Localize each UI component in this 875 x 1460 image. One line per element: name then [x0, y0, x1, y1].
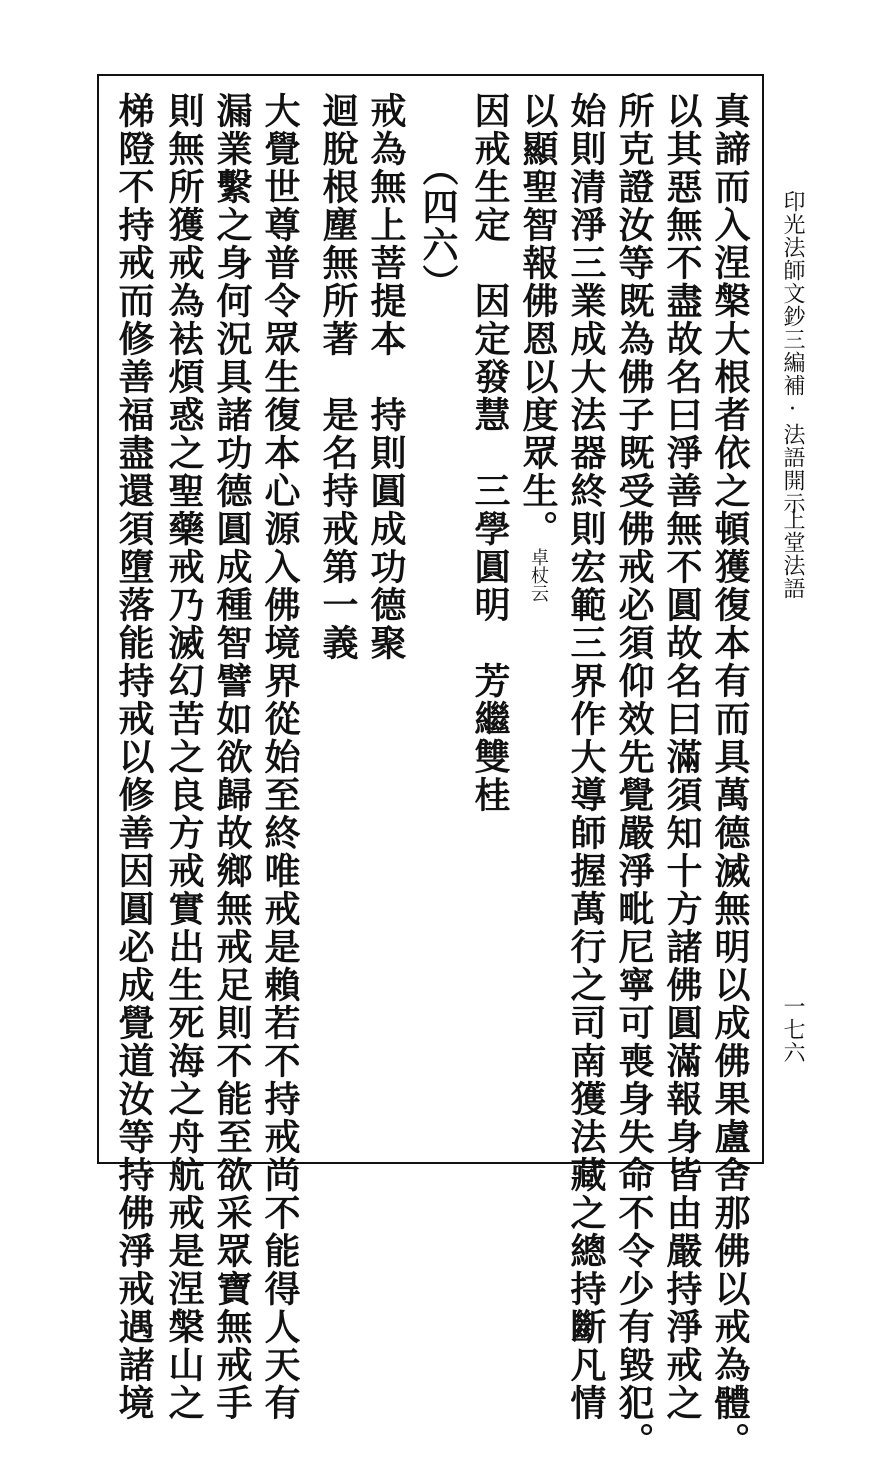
verse-line-2: 戒為無上菩提本 持則圓成功德聚 — [365, 92, 407, 662]
text-column-5-main: 以顯聖智報佛恩以度眾生。 — [517, 92, 559, 548]
text-column-4: 始則清淨三業成大法器終則宏範三界作大導師握萬行之司南獲法藏之總持斷凡情 — [565, 92, 607, 1422]
section-title: 上堂法語 — [780, 508, 805, 600]
book-title: 印光法師文鈔三編補·法語開示 — [780, 190, 805, 515]
section-number: （四六） — [417, 150, 459, 302]
text-column-12: 則無所獲戒為袪煩惑之聖藥戒乃滅幻苦之良方戒實出生死海之舟航戒是涅槃山之 — [163, 92, 205, 1422]
text-column-11: 漏業繫之身何況具諸功德圓成種智譬如欲歸故鄉無戒足則不能至欲采眾寶無戒手 — [211, 92, 253, 1422]
verse-line-1: 因戒生定 因定發慧 三學圓明 芳繼雙桂 — [469, 92, 511, 814]
text-column-1: 真諦而入涅槃大根者依之頓獲復本有而具萬德滅無明以成佛果盧舍那佛以戒為體。 — [709, 92, 751, 1460]
text-column-3: 所克證汝等既為佛子既受佛戒必須仰效先覺嚴淨毗尼寧可喪身失命不令少有毀犯。 — [613, 92, 655, 1460]
page-number: 一七六 — [780, 995, 805, 1064]
text-column-5 — [517, 92, 559, 602]
text-column-10: 大覺世尊普令眾生復本心源入佛境界從始至終唯戒是賴若不持戒尚不能得人天有 — [259, 92, 301, 1422]
annotation-text: 卓杖云 — [528, 548, 549, 602]
verse-line-3: 迴脫根塵無所著 是名持戒第一義 — [317, 92, 359, 662]
text-column-13: 梯隥不持戒而修善福盡還須墮落能持戒以修善因圓必成覺道汝等持佛淨戒遇諸境 — [113, 92, 155, 1422]
text-column-2: 以其惡無不盡故名曰淨善無不圓故名曰滿須知十方諸佛圓滿報身皆由嚴持淨戒之 — [661, 92, 703, 1422]
